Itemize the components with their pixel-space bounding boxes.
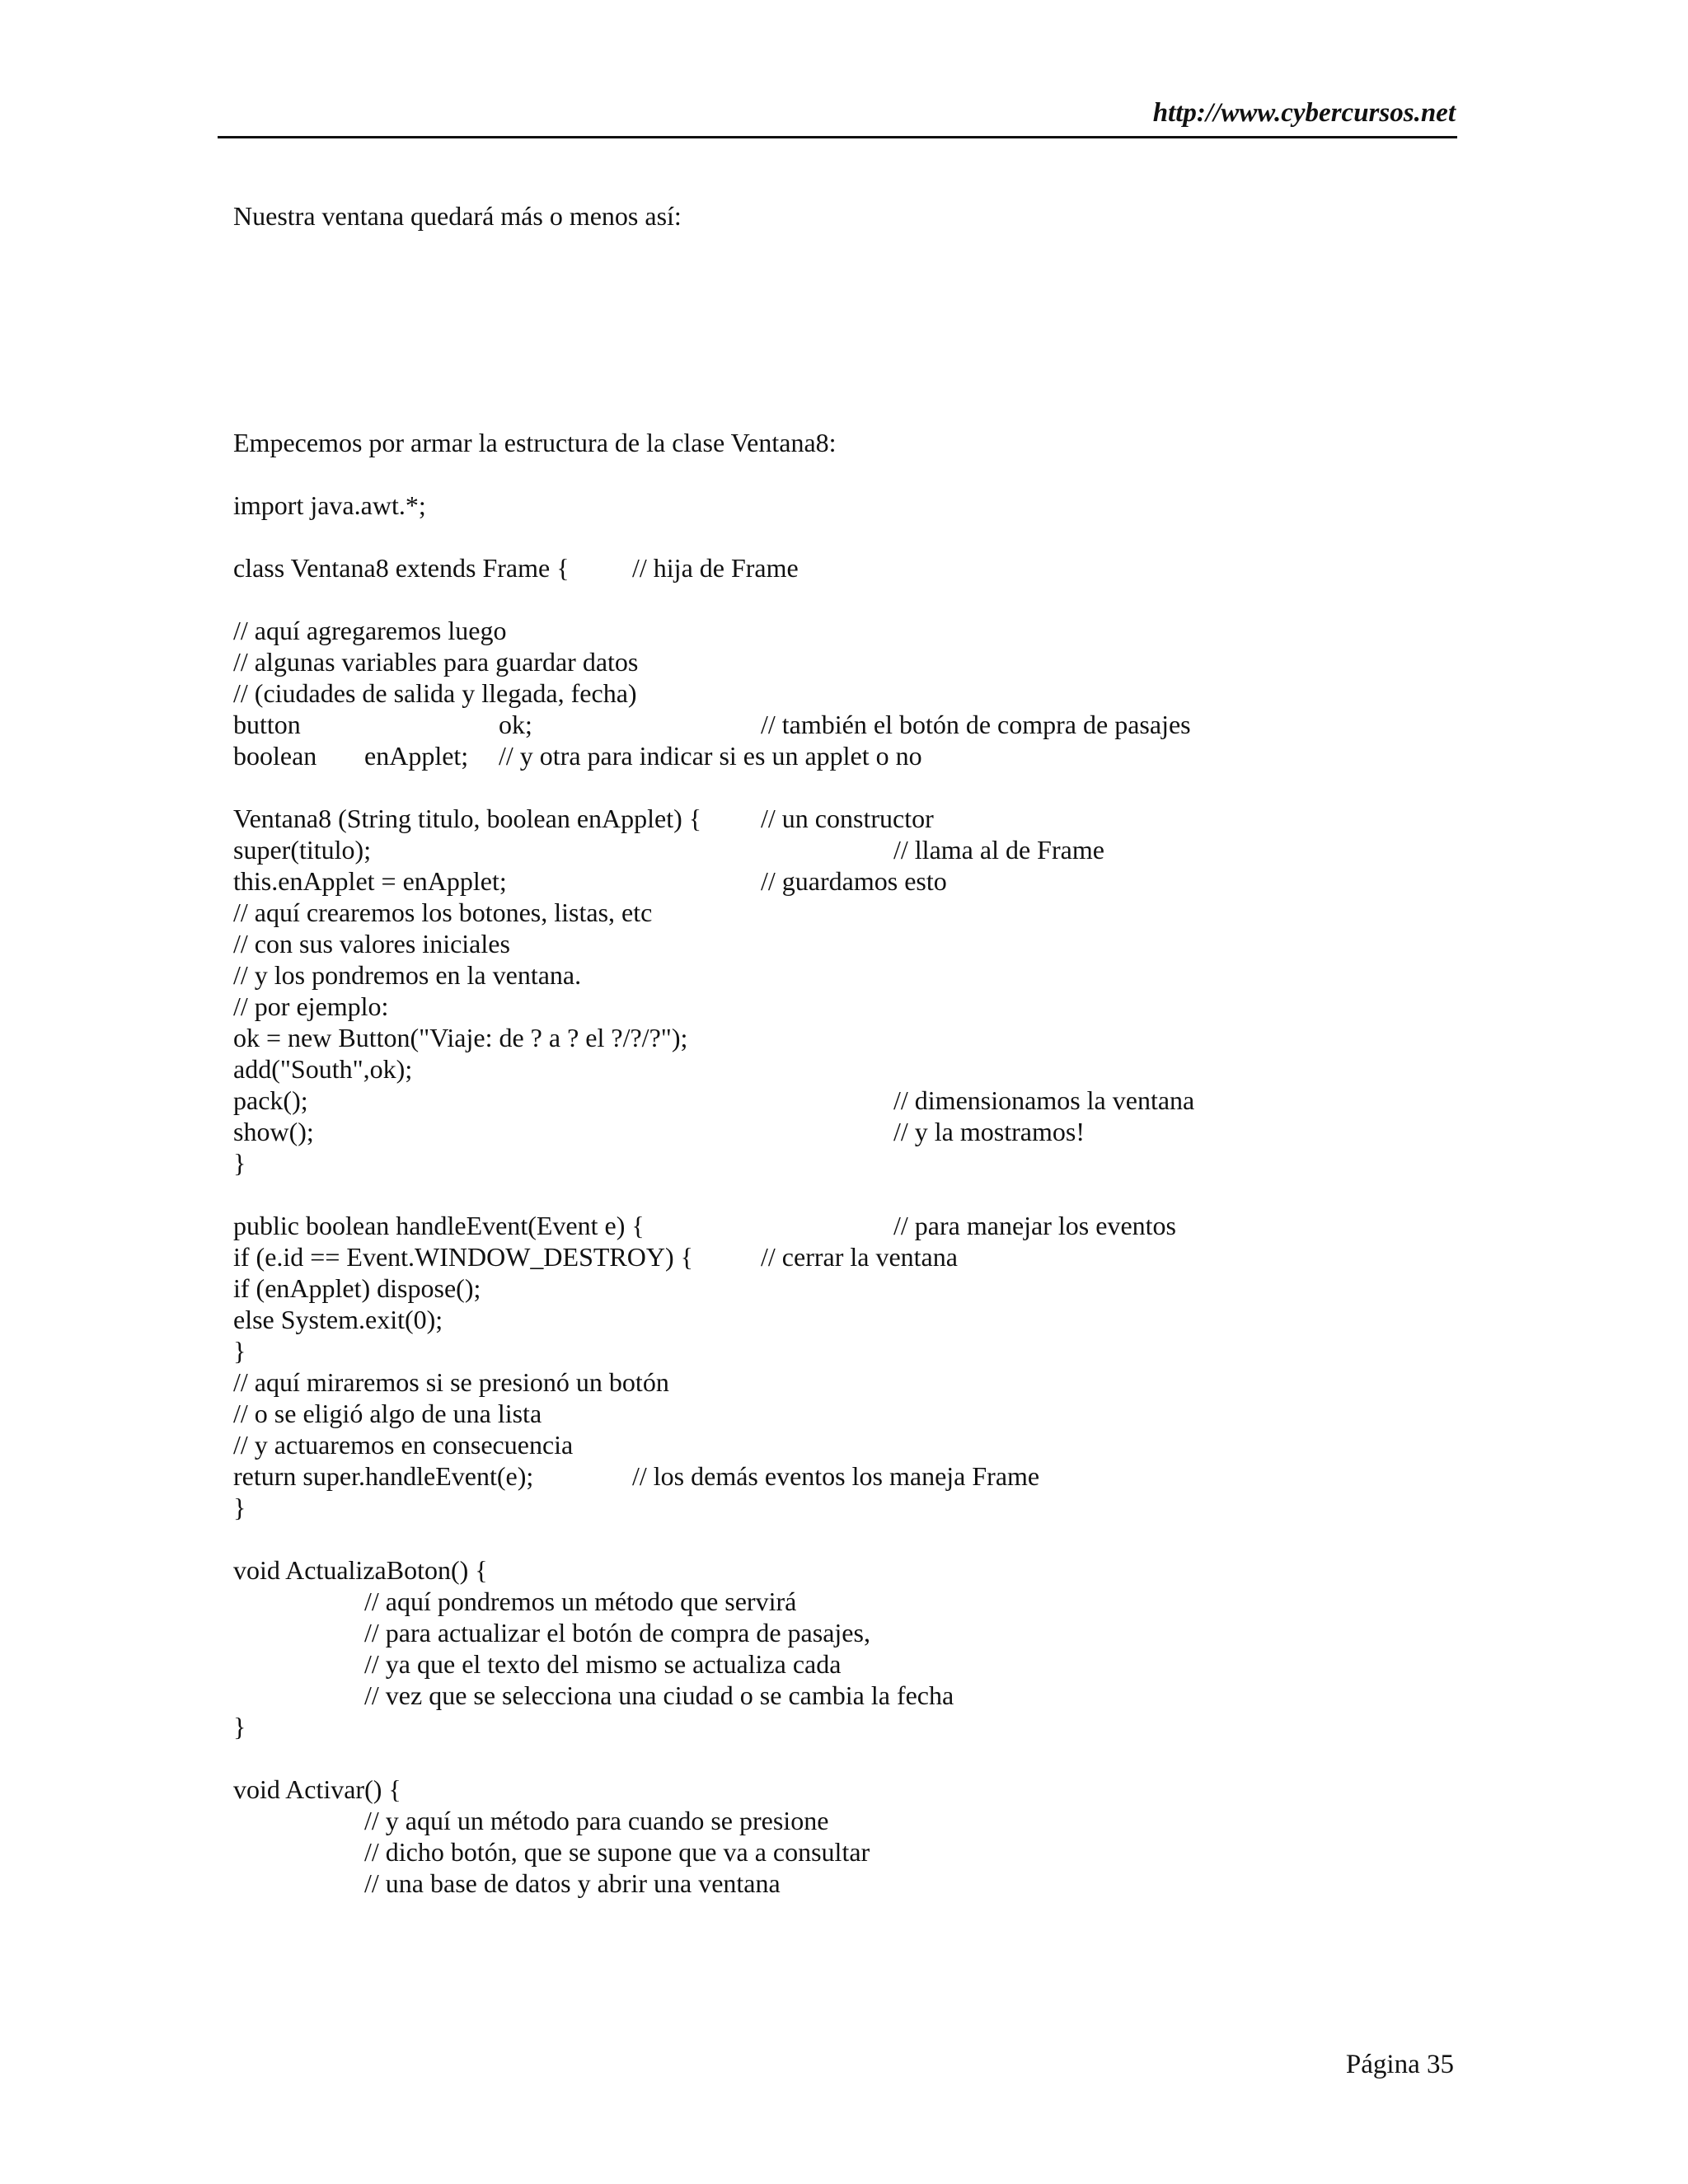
code-text: Ventana8 (String titulo, boolean enApplet) { [233,804,702,833]
code-line [0,991,1688,1022]
code-line [0,490,1688,521]
page-number: Página 35 [1345,2050,1454,2079]
code-text: // con sus valores iniciales [233,929,510,958]
code-line [0,1335,1688,1366]
code-text: // algunas variables para guardar datos [233,647,639,677]
code-line [0,646,1688,677]
code-text: // por ejemplo: [233,991,389,1021]
code-line [0,1711,1688,1742]
code-text: } [233,1712,246,1741]
code-line [0,1241,1688,1272]
code-line [0,1492,1688,1523]
code-comment: // también el botón de compra de pasajes [761,710,1191,739]
code-comment: // y otra para indicar si es un applet o no [499,741,922,771]
code-line [0,1836,1688,1868]
code-text: button [233,710,301,739]
code-text: // para actualizar el botón de compra de pasajes, [364,1618,870,1647]
intro-paragraph: Nuestra ventana quedará más o menos así: [233,201,682,231]
code-line [0,1429,1688,1460]
code-line [0,1304,1688,1335]
code-text: // vez que se selecciona una ciudad o se cambia la fecha [364,1680,954,1710]
code-line [0,1805,1688,1836]
header-url: http://www.cybercursos.net [1152,98,1456,128]
code-text: // o se eligió algo de una lista [233,1399,542,1428]
code-text: // (ciudades de salida y llegada, fecha) [233,678,637,708]
code-line [0,897,1688,928]
code-text: // dicho botón, que se supone que va a consultar [364,1837,870,1867]
code-line [0,709,1688,740]
code-line [0,1774,1688,1805]
code-text: else System.exit(0); [233,1305,443,1334]
code-comment: // para manejar los eventos [893,1211,1176,1240]
code-line [0,1586,1688,1617]
code-line [0,1460,1688,1492]
code-text: ok = new Button("Viaje: de ? a ? el ?/?/?"); [233,1023,688,1052]
code-text: import java.awt.*; [233,490,426,520]
code-text: return super.handleEvent(e); [233,1461,534,1491]
code-text: ok; [499,710,532,739]
code-line [0,1116,1688,1147]
code-line [0,1868,1688,1899]
code-line [0,552,1688,583]
code-text: // ya que el texto del mismo se actualiza cada [364,1649,842,1679]
code-text: } [233,1336,246,1366]
code-text: if (e.id == Event.WINDOW_DESTROY) { [233,1242,693,1272]
code-text: pack(); [233,1085,308,1115]
code-text: // y actuaremos en consecuencia [233,1430,574,1460]
code-text: if (enApplet) dispose(); [233,1273,481,1303]
code-comment: // un constructor [761,804,934,833]
code-line [0,1272,1688,1304]
code-text: // aquí agregaremos luego [233,616,507,645]
code-text: super(titulo); [233,835,372,865]
code-text: class Ventana8 extends Frame { [233,553,570,583]
code-text: boolean [233,741,317,771]
code-text: add("South",ok); [233,1054,413,1084]
code-line [0,1680,1688,1711]
code-comment: // cerrar la ventana [761,1242,958,1272]
code-text: void ActualizaBoton() { [233,1555,488,1585]
code-text: // y aquí un método para cuando se presione [364,1806,829,1835]
code-comment: // dimensionamos la ventana [893,1085,1195,1115]
code-line [0,928,1688,959]
code-line [0,1617,1688,1648]
code-line [0,1085,1688,1116]
code-line [0,1022,1688,1053]
code-line [0,1648,1688,1680]
code-line [0,803,1688,834]
code-line [0,740,1688,771]
code-text: // una base de datos y abrir una ventana [364,1868,781,1898]
code-text: enApplet; [364,741,469,771]
code-text: // aquí pondremos un método que servirá [364,1586,797,1616]
code-line [0,1554,1688,1586]
code-line [0,865,1688,897]
code-text: public boolean handleEvent(Event e) { [233,1211,645,1240]
code-text: void Activar() { [233,1774,401,1804]
code-line [0,1210,1688,1241]
code-line [0,1366,1688,1398]
code-comment: // llama al de Frame [893,835,1104,865]
header-divider [218,136,1457,138]
code-line [0,1053,1688,1085]
code-line [0,959,1688,991]
code-line [0,677,1688,709]
lead-paragraph: Empecemos por armar la estructura de la clase Ventana8: [233,428,837,457]
code-comment: // los demás eventos los maneja Frame [632,1461,1040,1491]
code-text: this.enApplet = enApplet; [233,866,507,896]
code-text: // y los pondremos en la ventana. [233,960,582,990]
code-text: show(); [233,1117,314,1146]
code-comment: // hija de Frame [632,553,799,583]
code-comment: // guardamos esto [761,866,947,896]
code-line [0,834,1688,865]
code-text: // aquí miraremos si se presionó un botón [233,1367,669,1397]
code-line [0,615,1688,646]
code-line [0,1147,1688,1179]
code-text: } [233,1148,246,1178]
code-line [0,1398,1688,1429]
code-text: // aquí crearemos los botones, listas, etc [233,898,653,927]
code-text: } [233,1493,246,1522]
code-comment: // y la mostramos! [893,1117,1085,1146]
